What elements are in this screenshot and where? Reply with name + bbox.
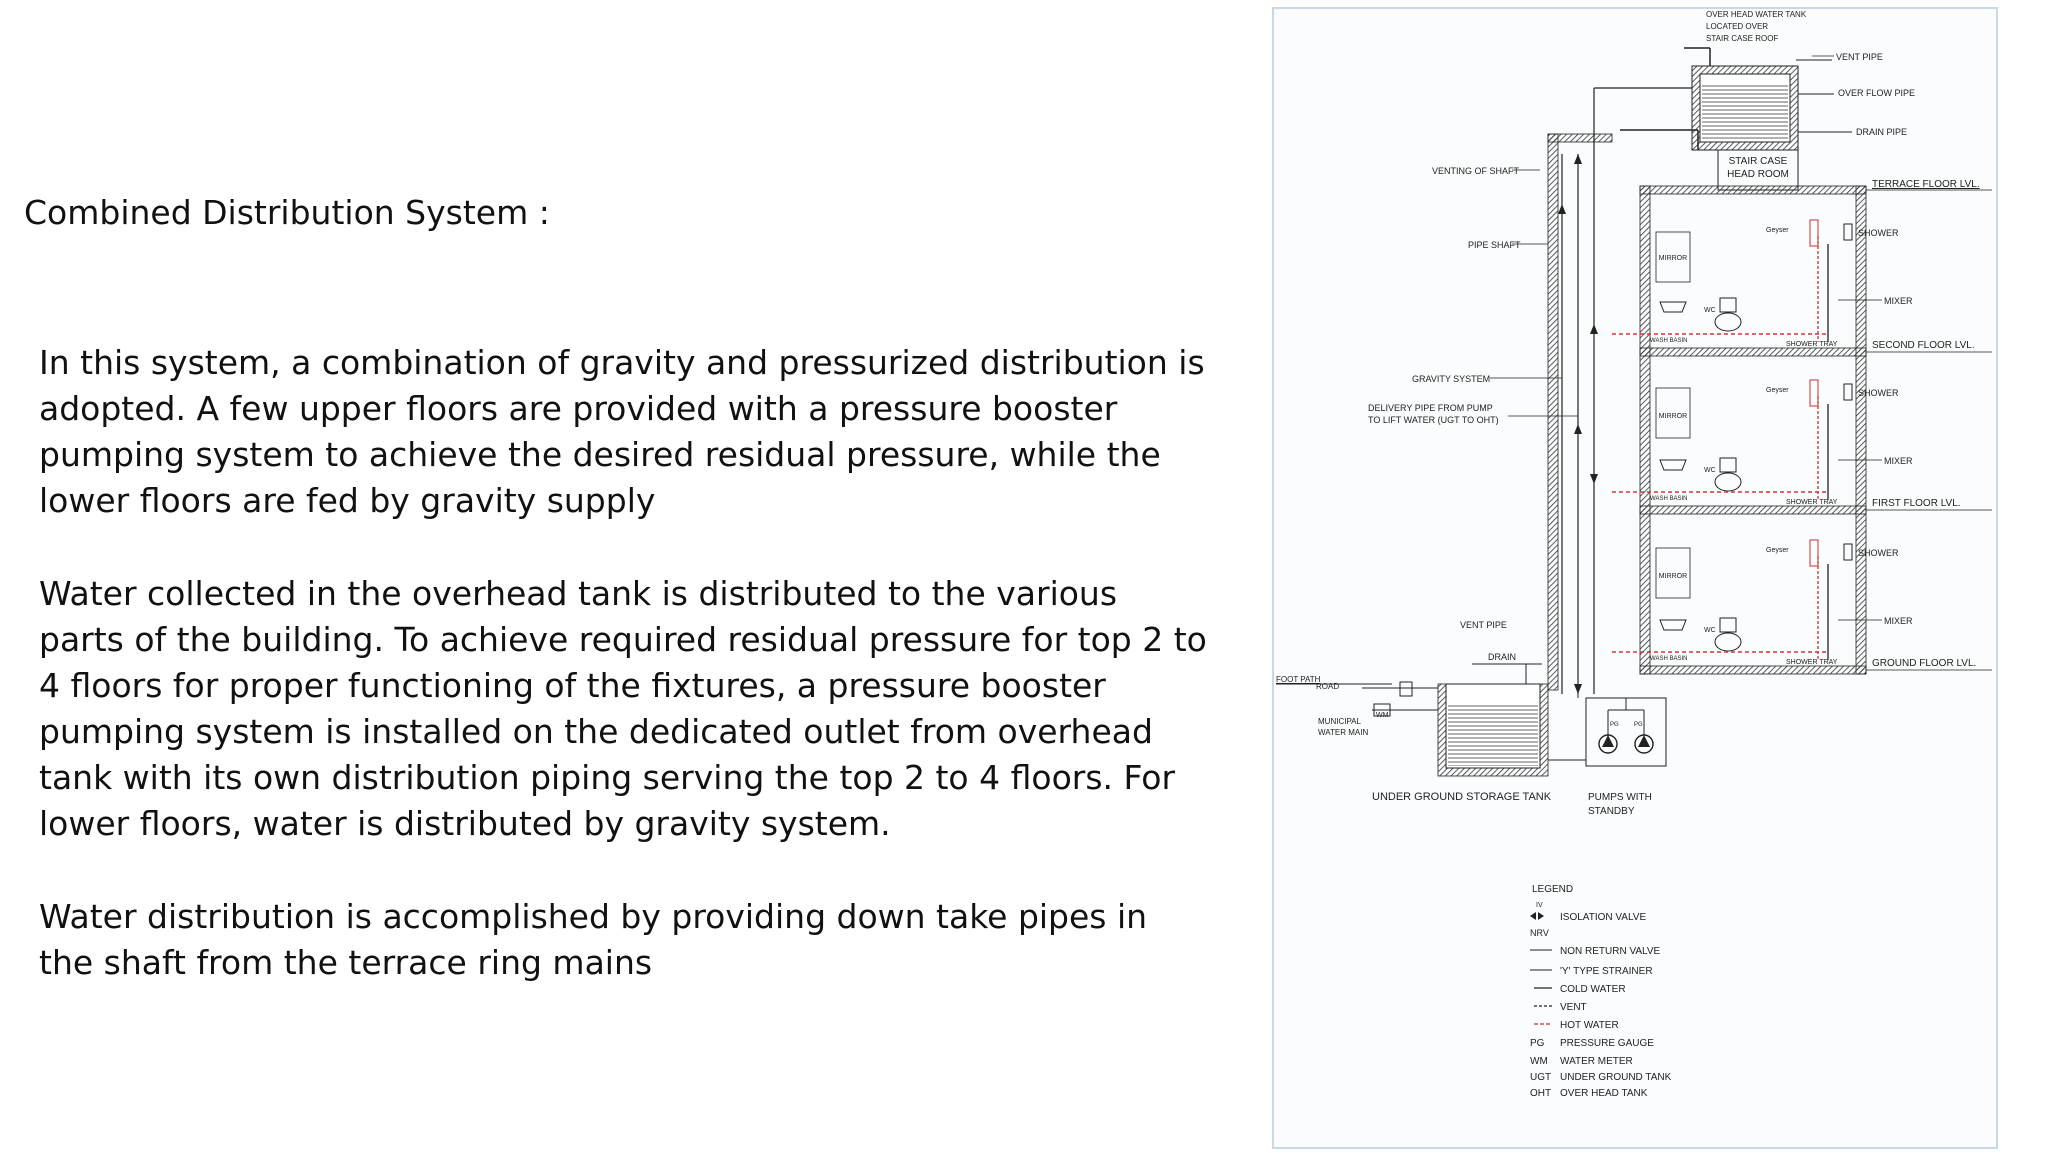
legend-code-wm: WM — [1530, 1056, 1548, 1067]
legend-water-meter: WATER METER — [1560, 1056, 1633, 1067]
slide-title: Combined Distribution System : — [24, 193, 550, 232]
plumbing-diagram — [1272, 4, 2000, 1152]
label-stair-head-2: HEAD ROOM — [1727, 169, 1789, 180]
legend-hot-water: HOT WATER — [1560, 1020, 1619, 1031]
label-shower-tray-0: SHOWER TRAY — [1786, 659, 1838, 666]
label-geyser-0: Geyser — [1766, 547, 1789, 554]
label-geyser-1: Geyser — [1766, 387, 1789, 394]
label-pipe-shaft: PIPE SHAFT — [1468, 240, 1521, 250]
label-pumps-2: STANDBY — [1588, 806, 1635, 817]
label-pumps-1: PUMPS WITH — [1588, 792, 1652, 803]
label-geyser-2: Geyser — [1766, 227, 1789, 234]
building-wall-left — [1640, 186, 1650, 674]
paragraph-down-take: Water distribution is accomplished by providing down take pipes in the shaft from the terrace ring mains — [39, 897, 1148, 982]
legend-isolation-valve: ISOLATION VALVE — [1560, 912, 1647, 923]
label-mirror-2: MIRROR — [1658, 255, 1688, 262]
legend-code-pg: PG — [1530, 1038, 1545, 1049]
legend-vent: VENT — [1560, 1002, 1587, 1013]
label-road: ROAD — [1316, 682, 1340, 691]
label-shower-tray-1: SHOWER TRAY — [1786, 499, 1838, 506]
label-pg-2: PG — [1634, 722, 1643, 728]
label-shower-0: SHOWER — [1858, 548, 1899, 558]
label-shower-tray-2: SHOWER TRAY — [1786, 341, 1838, 348]
slab-terrace — [1640, 186, 1866, 194]
paragraph-intro: In this system, a combination of gravity and pressurized distribution is adopted. A few upper floors are provided with a pressure booster pumping system to achieve the desired residual pressure, while the lower floors are fed by gravity supply — [39, 343, 1205, 520]
label-pg-1: PG — [1610, 722, 1619, 728]
label-mixer-2: MIXER — [1884, 296, 1913, 306]
label-wash-basin-1: WASH BASIN — [1650, 496, 1688, 502]
legend-y-strainer: 'Y' TYPE STRAINER — [1560, 966, 1653, 977]
slab-second — [1640, 348, 1866, 356]
label-wash-basin-0: WASH BASIN — [1650, 656, 1688, 662]
legend-non-return-valve: NON RETURN VALVE — [1560, 946, 1661, 957]
label-gravity-system: GRAVITY SYSTEM — [1412, 374, 1491, 384]
label-stair-head-1: STAIR CASE — [1728, 156, 1788, 167]
label-mirror-0: MIRROR — [1658, 573, 1688, 580]
legend-code-oht: OHT — [1530, 1088, 1552, 1099]
label-ground-floor: GROUND FLOOR LVL. — [1872, 658, 1977, 669]
label-wash-basin-2: WASH BASIN — [1650, 338, 1688, 344]
legend-code-ugt: UGT — [1530, 1072, 1552, 1083]
slab-first — [1640, 506, 1866, 514]
label-vent-pipe-low: VENT PIPE — [1460, 620, 1507, 630]
label-drain: DRAIN — [1488, 652, 1517, 662]
label-wm: WM — [1376, 712, 1389, 719]
label-municipal-1: MUNICIPAL — [1318, 717, 1361, 726]
slab-ground — [1640, 666, 1866, 674]
label-drain-pipe: DRAIN PIPE — [1856, 127, 1908, 137]
label-first-floor: FIRST FLOOR LVL. — [1872, 498, 1961, 509]
label-wc-2: WC — [1704, 307, 1716, 314]
label-oht-roof: STAIR CASE ROOF — [1706, 34, 1779, 43]
label-venting-of-shaft: VENTING OF SHAFT — [1432, 166, 1520, 176]
label-wc-0: WC — [1704, 627, 1716, 634]
label-delivery-2: TO LIFT WATER (UGT TO OHT) — [1368, 415, 1499, 425]
label-second-floor: SECOND FLOOR LVL. — [1872, 340, 1975, 351]
label-terrace-floor: TERRACE FLOOR LVL. — [1872, 179, 1980, 190]
legend-pressure-gauge: PRESSURE GAUGE — [1560, 1038, 1654, 1049]
label-mirror-1: MIRROR — [1658, 413, 1688, 420]
label-overflow-pipe: OVER FLOW PIPE — [1838, 88, 1916, 98]
label-vent-pipe-top: VENT PIPE — [1836, 52, 1883, 62]
label-delivery-1: DELIVERY PIPE FROM PUMP — [1368, 403, 1493, 413]
legend-overhead-tank: OVER HEAD TANK — [1560, 1088, 1648, 1099]
label-mixer-1: MIXER — [1884, 456, 1913, 466]
legend-underground-tank: UNDER GROUND TANK — [1560, 1072, 1672, 1083]
label-mixer-0: MIXER — [1884, 616, 1913, 626]
legend-code-iv: IV — [1536, 902, 1543, 909]
label-oht: OVER HEAD WATER TANK — [1706, 10, 1807, 19]
label-municipal-2: WATER MAIN — [1318, 728, 1369, 737]
paragraph-overhead-tank: Water collected in the overhead tank is distributed to the various parts of the building. To achieve required residual pressure for top 2 to 4 floors for proper functioning of the fixtures, a pressure booster pumping system is installed on the dedicated outlet from overhead tank with its own distribution piping serving the top 2 to 4 floors. For lower floors, water is distributed by gravity system. — [39, 574, 1207, 843]
label-foot-path: FOOT PATH — [1276, 675, 1321, 684]
label-oht-located: LOCATED OVER — [1706, 22, 1769, 31]
legend-code-nrv: NRV — [1530, 928, 1549, 938]
label-shower-2: SHOWER — [1858, 228, 1899, 238]
legend-title: LEGEND — [1532, 884, 1574, 895]
legend-cold-water: COLD WATER — [1560, 984, 1626, 995]
label-wc-1: WC — [1704, 467, 1716, 474]
label-shower-1: SHOWER — [1858, 388, 1899, 398]
label-ugt: UNDER GROUND STORAGE TANK — [1372, 791, 1552, 803]
building-wall-right — [1856, 186, 1866, 674]
